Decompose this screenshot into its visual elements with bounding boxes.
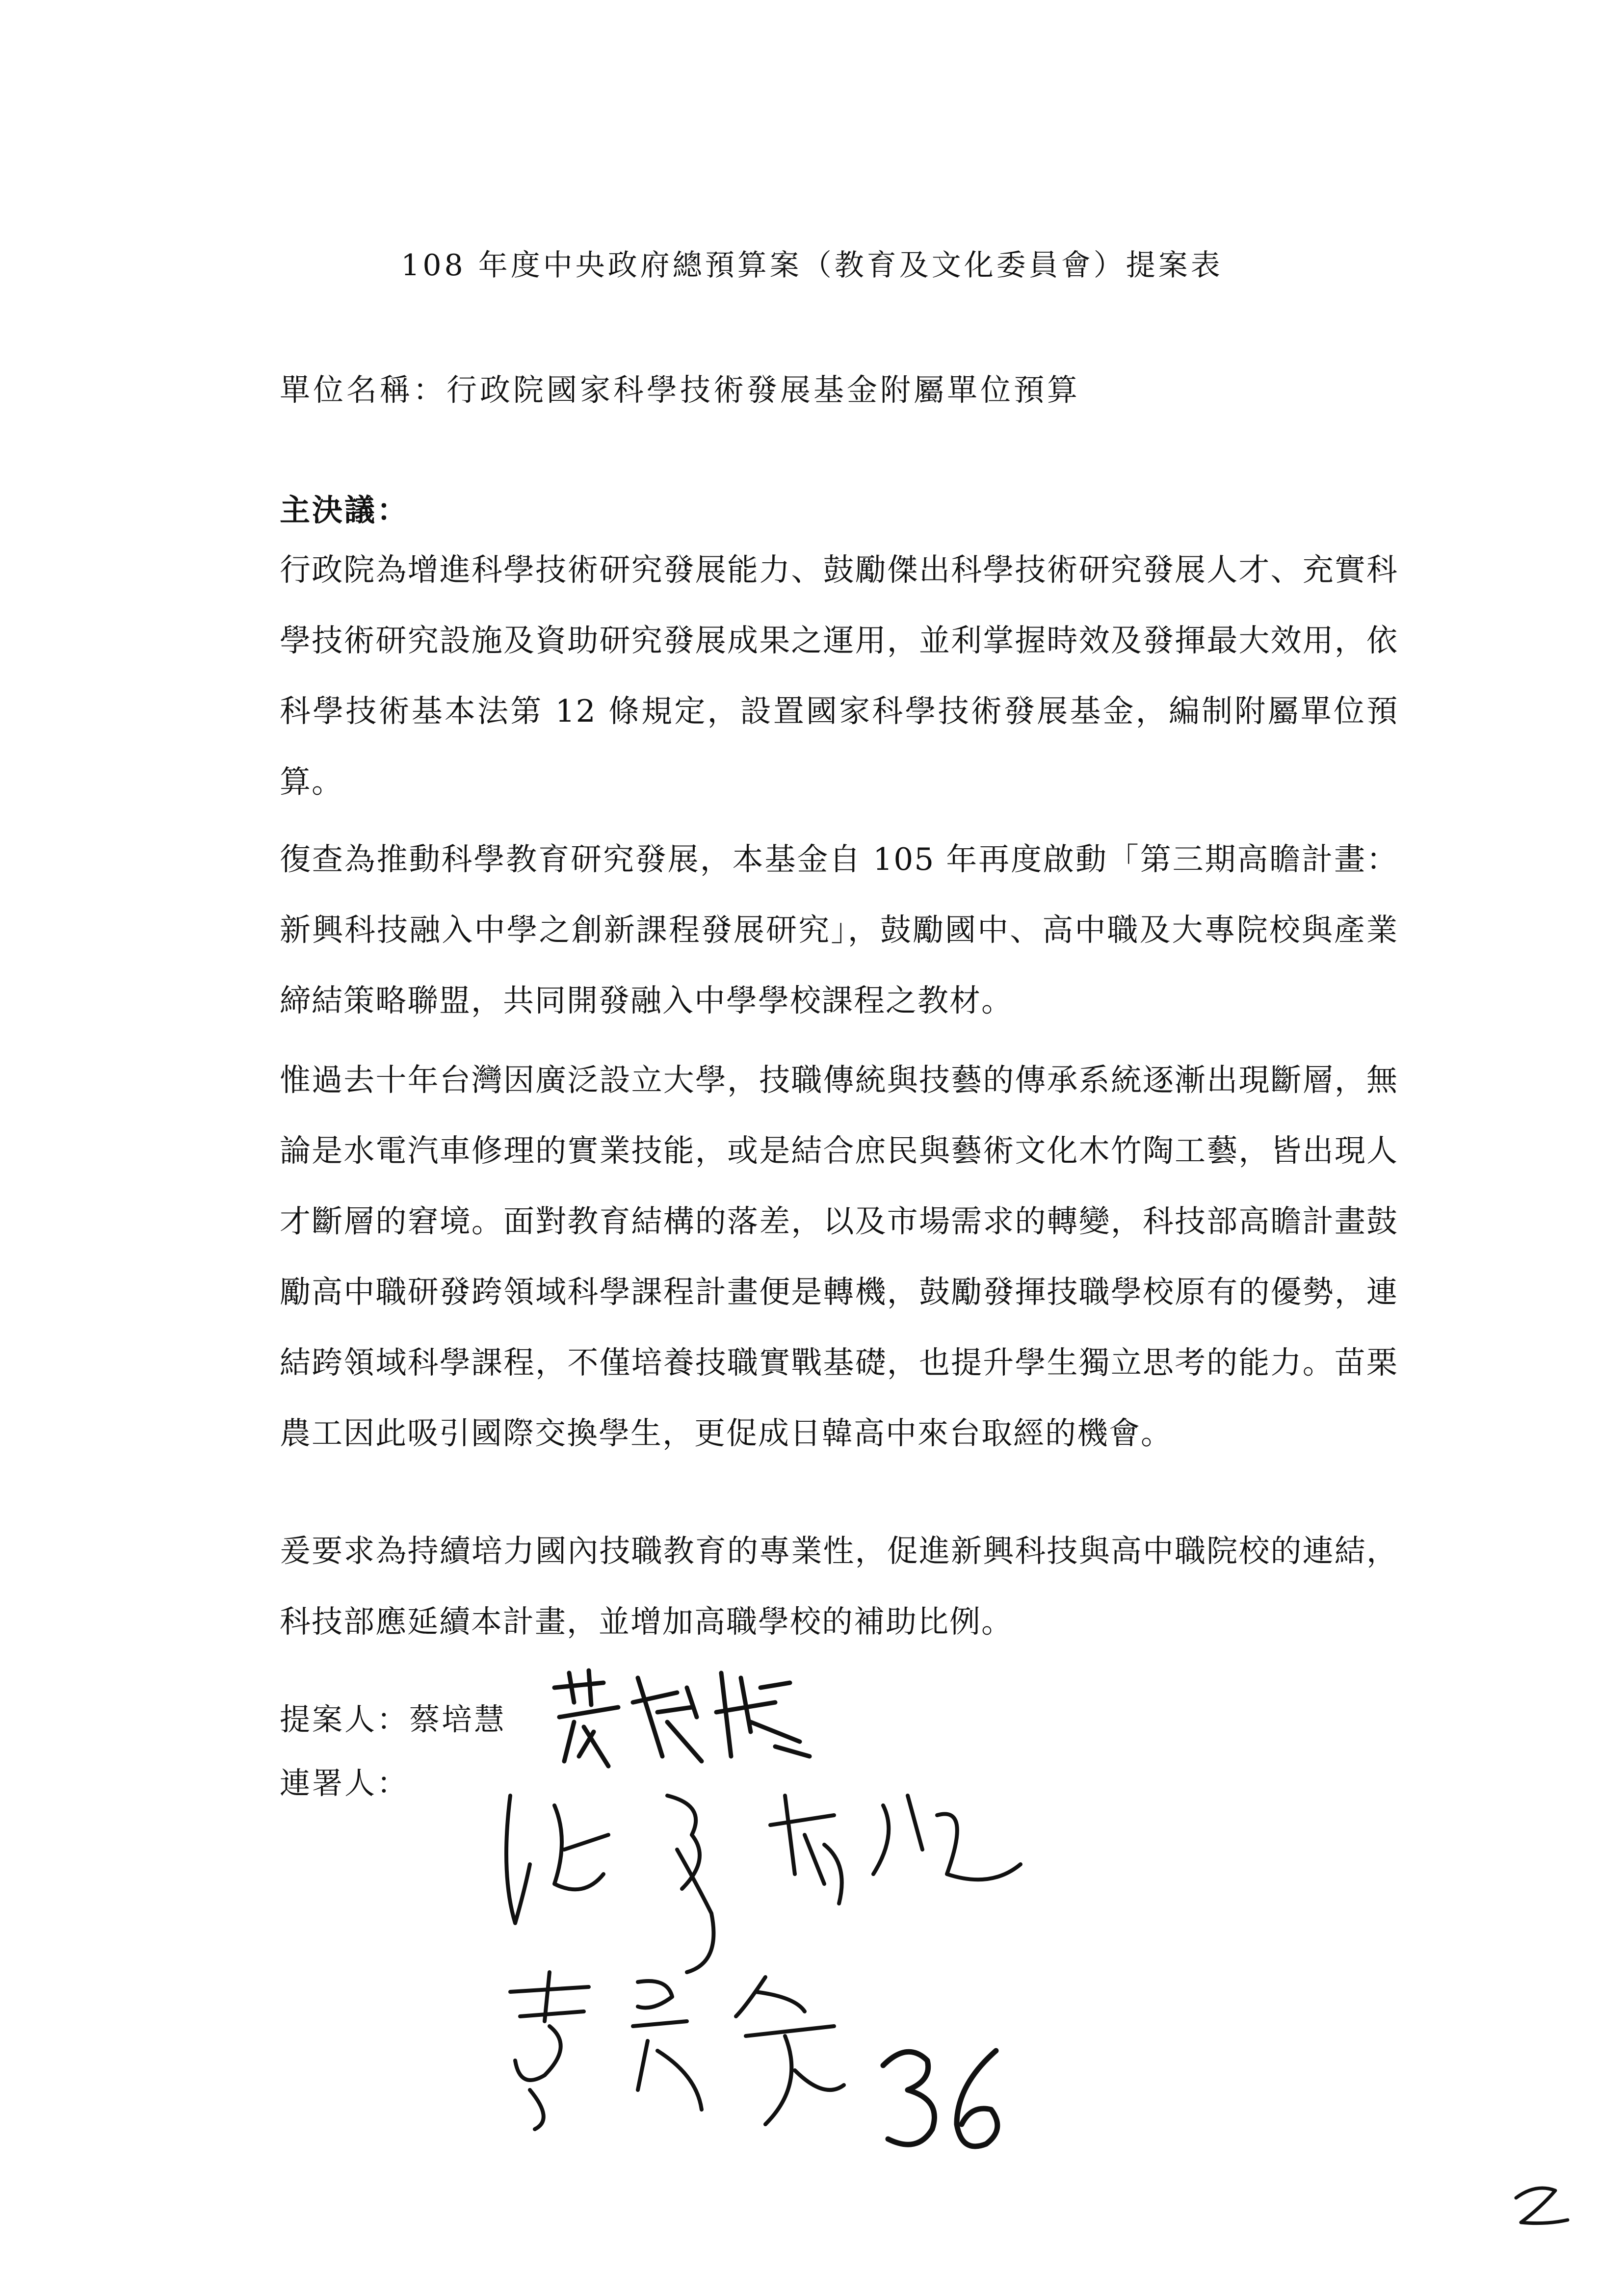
page-mark [1506,2178,1575,2237]
proposer-signature [545,1658,819,1786]
paragraph-1: 行政院為增進科學技術研究發展能力、鼓勵傑出科學技術研究發展人才、充實科學技術研究設施及資助研究發展成果之運用，並利掌握時效及發揮最大效用，依科學技術基本法第 12 條規定，設置國家科學技術發展基金，編制附屬單位預算。 [280,552,1398,800]
document-title: 108 年度中央政府總預算案（教育及文化委員會）提案表 [401,248,1223,283]
cosigner-line: 連署人： [280,1765,410,1801]
proposer-line: 提案人：蔡培慧 [280,1701,507,1737]
paragraph-4: 爰要求為持續培力國內技職教育的專業性，促進新興科技與高中職院校的連結，科技部應延續本計畫，並增加高職學校的補助比例。 [280,1533,1398,1640]
handwritten-number [873,2036,1021,2164]
cosigner-signature-1 [481,1776,1030,1982]
cosigner-signature-2 [491,1962,893,2139]
unit-name: 單位名稱：行政院國家科學技術發展基金附屬單位預算 [280,372,1081,408]
paragraph-3: 惟過去十年台灣因廣泛設立大學，技職傳統與技藝的傳承系統逐漸出現斷層，無論是水電汽車修理的實業技能，或是結合庶民與藝術文化木竹陶工藝，皆出現人才斷層的窘境。面對教育結構的落差，以及市場需求的轉變，科技部高瞻計畫鼓勵高中職研發跨領域科學課程計畫便是轉機，鼓勵發揮技職學校原有的優勢，連結跨領域科學課程，不僅培養技職實戰基礎，也提升學生獨立思考的能力。苗栗農工因此吸引國際交換學生，更促成日韓高中來台取經的機會。 [280,1062,1398,1451]
section-heading: 主決議： [280,492,410,528]
paragraph-2: 復查為推動科學教育研究發展，本基金自 105 年再度啟動「第三期高瞻計畫：新興科技融入中學之創新課程發展研究」，鼓勵國中、高中職及大專院校與產業締結策略聯盟，共同開發融入中學學校課程之教材。 [280,841,1398,1018]
